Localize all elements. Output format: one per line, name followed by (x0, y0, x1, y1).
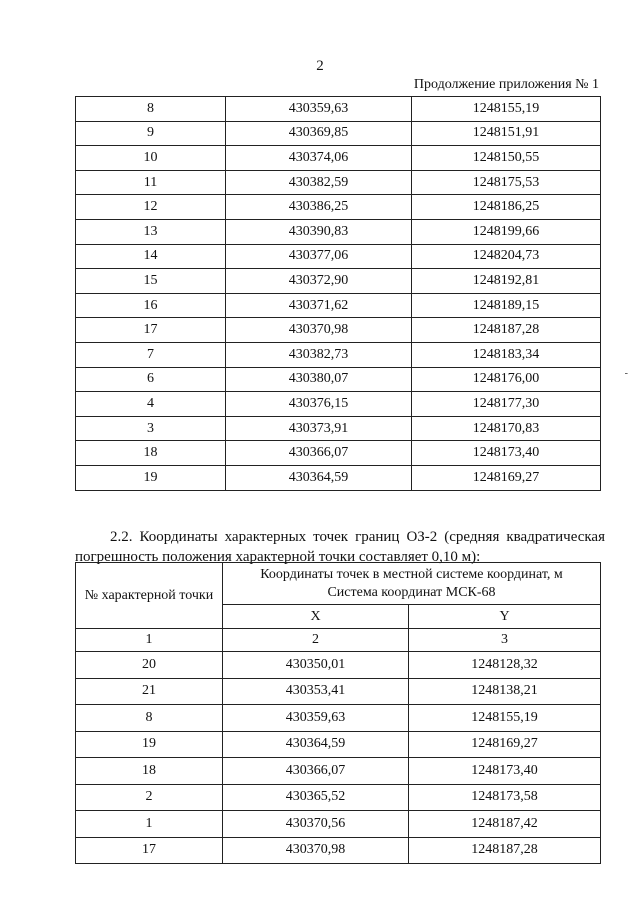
y-coordinate-cell: 1248155,19 (412, 97, 601, 122)
x-coordinate-cell: 430350,01 (223, 652, 409, 679)
table-row (76, 784, 601, 811)
column-number-1: 1 (76, 629, 223, 652)
x-coordinate-cell: 430386,25 (226, 195, 412, 220)
page-number: 2 (316, 58, 324, 74)
table-row (76, 652, 601, 679)
table-row (76, 392, 601, 417)
table-row (76, 219, 601, 244)
table-row (76, 244, 601, 269)
y-coordinate-cell: 1248138,21 (409, 678, 601, 705)
column-number-3: 3 (409, 629, 601, 652)
x-coordinate-cell: 430377,06 (226, 244, 412, 269)
table-row (76, 731, 601, 758)
table-row (76, 170, 601, 195)
x-coordinate-cell: 430369,85 (226, 121, 412, 146)
y-coordinate-cell: 1248192,81 (412, 269, 601, 294)
x-coordinate-cell: 430353,41 (223, 678, 409, 705)
point-number-cell: 13 (76, 219, 226, 244)
point-number-cell: 20 (76, 652, 223, 679)
table-row (76, 195, 601, 220)
table-row (76, 416, 601, 441)
point-number-cell: 17 (76, 318, 226, 343)
y-coordinate-cell: 1248187,28 (412, 318, 601, 343)
x-coordinate-cell: 430376,15 (226, 392, 412, 417)
point-number-cell: 16 (76, 293, 226, 318)
x-coordinate-cell: 430366,07 (223, 758, 409, 785)
table2-header (76, 563, 601, 652)
point-number-cell: 18 (76, 441, 226, 466)
point-number-cell: 2 (76, 784, 223, 811)
table-row (76, 441, 601, 466)
x-coordinate-cell: 430382,73 (226, 342, 412, 367)
header-point-number: № характерной точки (76, 563, 223, 629)
table-row (76, 121, 601, 146)
y-coordinate-cell: 1248199,66 (412, 219, 601, 244)
y-coordinate-cell: 1248169,27 (409, 731, 601, 758)
point-number-cell: 8 (76, 97, 226, 122)
y-coordinate-cell: 1248175,53 (412, 170, 601, 195)
header-x: X (223, 605, 409, 629)
x-coordinate-cell: 430359,63 (223, 705, 409, 732)
point-number-cell: 4 (76, 392, 226, 417)
margin-mark: - (624, 368, 628, 379)
y-coordinate-cell: 1248204,73 (412, 244, 601, 269)
y-coordinate-cell: 1248169,27 (412, 465, 601, 490)
y-coordinate-cell: 1248173,58 (409, 784, 601, 811)
table-row (76, 269, 601, 294)
point-number-cell: 19 (76, 465, 226, 490)
x-coordinate-cell: 430370,98 (223, 837, 409, 864)
x-coordinate-cell: 430382,59 (226, 170, 412, 195)
table-row (76, 678, 601, 705)
table-row (76, 342, 601, 367)
y-coordinate-cell: 1248187,28 (409, 837, 601, 864)
point-number-cell: 9 (76, 121, 226, 146)
x-coordinate-cell: 430364,59 (223, 731, 409, 758)
y-coordinate-cell: 1248128,32 (409, 652, 601, 679)
point-number-cell: 17 (76, 837, 223, 864)
point-number-cell: 18 (76, 758, 223, 785)
point-number-cell: 15 (76, 269, 226, 294)
y-coordinate-cell: 1248151,91 (412, 121, 601, 146)
table-row (76, 465, 601, 490)
point-number-cell: 7 (76, 342, 226, 367)
x-coordinate-cell: 430370,98 (226, 318, 412, 343)
table-row (76, 318, 601, 343)
point-number-cell: 8 (76, 705, 223, 732)
coordinates-table-oz2 (75, 562, 601, 864)
x-coordinate-cell: 430380,07 (226, 367, 412, 392)
header-coordinates-line2: Система координат МСК-68 (327, 584, 496, 600)
table-row (76, 367, 601, 392)
table2-body (76, 652, 601, 864)
table-row (76, 758, 601, 785)
column-number-2: 2 (223, 629, 409, 652)
x-coordinate-cell: 430372,90 (226, 269, 412, 294)
y-coordinate-cell: 1248173,40 (409, 758, 601, 785)
x-coordinate-cell: 430374,06 (226, 146, 412, 171)
x-coordinate-cell: 430365,52 (223, 784, 409, 811)
point-number-cell: 21 (76, 678, 223, 705)
table-row (76, 837, 601, 864)
x-coordinate-cell: 430364,59 (226, 465, 412, 490)
y-coordinate-cell: 1248189,15 (412, 293, 601, 318)
y-coordinate-cell: 1248183,34 (412, 342, 601, 367)
point-number-cell: 10 (76, 146, 226, 171)
y-coordinate-cell: 1248186,25 (412, 195, 601, 220)
table-row (76, 293, 601, 318)
table-row (76, 97, 601, 122)
y-coordinate-cell: 1248177,30 (412, 392, 601, 417)
table-row (76, 811, 601, 838)
point-number-cell: 12 (76, 195, 226, 220)
y-coordinate-cell: 1248176,00 (412, 367, 601, 392)
table1-body (76, 97, 601, 491)
point-number-cell: 14 (76, 244, 226, 269)
point-number-cell: 1 (76, 811, 223, 838)
point-number-cell: 19 (76, 731, 223, 758)
x-coordinate-cell: 430390,83 (226, 219, 412, 244)
table-row (76, 146, 601, 171)
y-coordinate-cell: 1248187,42 (409, 811, 601, 838)
y-coordinate-cell: 1248173,40 (412, 441, 601, 466)
x-coordinate-cell: 430359,63 (226, 97, 412, 122)
x-coordinate-cell: 430366,07 (226, 441, 412, 466)
y-coordinate-cell: 1248155,19 (409, 705, 601, 732)
y-coordinate-cell: 1248150,55 (412, 146, 601, 171)
point-number-cell: 6 (76, 367, 226, 392)
section-2-2-paragraph: 2.2. Координаты характерных точек границ ОЗ-2 (средняя квадратическая погрешность положения характерной точки составляет 0,10 м): (75, 529, 605, 565)
point-number-cell: 3 (76, 416, 226, 441)
header-y: Y (409, 605, 601, 629)
point-number-cell: 11 (76, 170, 226, 195)
x-coordinate-cell: 430373,91 (226, 416, 412, 441)
x-coordinate-cell: 430371,62 (226, 293, 412, 318)
coordinates-table-continuation (75, 96, 601, 491)
header-coordinates (223, 563, 601, 605)
appendix-continuation-note: Продолжение приложения № 1 (413, 77, 599, 92)
header-coordinates-line1: Координаты точек в местной системе координат, м (260, 566, 563, 582)
table-row (76, 705, 601, 732)
y-coordinate-cell: 1248170,83 (412, 416, 601, 441)
x-coordinate-cell: 430370,56 (223, 811, 409, 838)
